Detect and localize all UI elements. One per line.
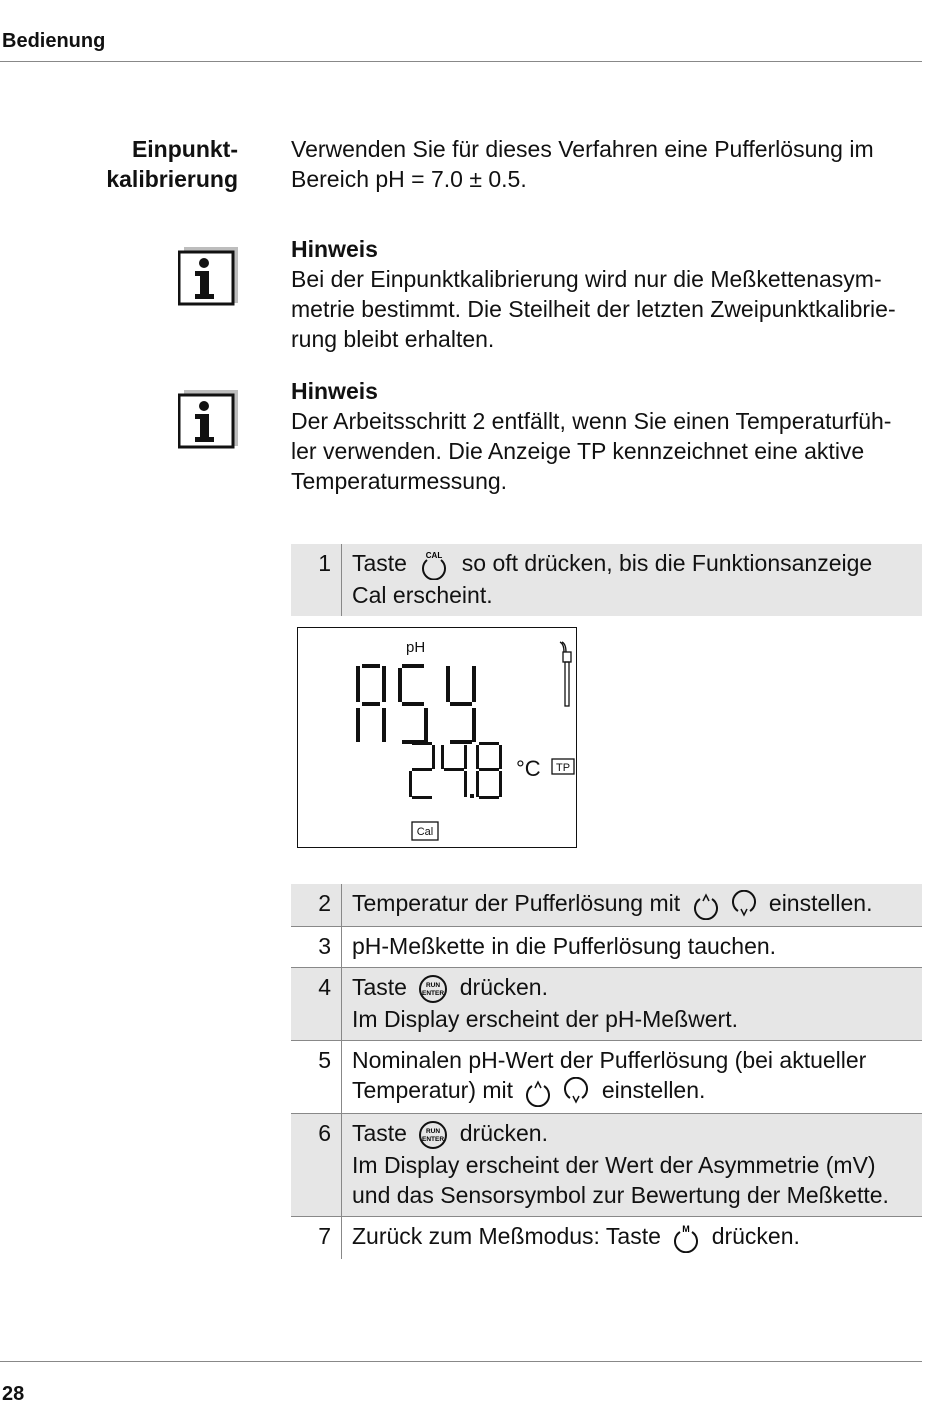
step-text-line2: Cal erscheint. bbox=[352, 581, 493, 608]
step-text-line2: Im Display erscheint der Wert der Asymmetrie (mV) bbox=[352, 1151, 876, 1178]
note-line: metrie bestimmt. Die Steilheit der letzten Zweipunktkalibrie- bbox=[291, 296, 896, 322]
step-text bbox=[342, 884, 923, 926]
step-number: 6 bbox=[291, 1113, 342, 1216]
step-number: 1 bbox=[291, 544, 342, 616]
key-label-bottom: ENTER bbox=[422, 989, 445, 997]
step-text-line2: Im Display erscheint der pH-Meßwert. bbox=[352, 1005, 738, 1032]
step-text-line1: Nominalen pH-Wert der Pufferlösung (bei aktueller bbox=[352, 1046, 867, 1073]
header-rule bbox=[0, 61, 922, 62]
lcd-main-readout bbox=[356, 664, 476, 744]
step-row bbox=[291, 967, 922, 1040]
note-line: rung bleibt erhalten. bbox=[291, 326, 495, 352]
step-text-post: einstellen. bbox=[601, 1076, 706, 1103]
lcd-temp-readout bbox=[409, 742, 502, 799]
note-line: Temperaturmessung. bbox=[291, 468, 508, 494]
m-key-label: M bbox=[682, 1223, 691, 1234]
page-number: 28 bbox=[2, 1383, 25, 1405]
up-key-icon bbox=[691, 890, 721, 920]
step-table-1 bbox=[291, 544, 922, 616]
intro-text: Verwenden Sie für dieses Verfahren eine Pufferlösung im Bereich pH = 7.0 ± 0.5. bbox=[291, 136, 874, 192]
up-key-icon bbox=[523, 1077, 553, 1107]
run-enter-key-icon bbox=[417, 974, 449, 1004]
down-key-icon bbox=[561, 1077, 591, 1107]
step-number: 2 bbox=[291, 884, 342, 926]
step-text-pre: Taste bbox=[352, 1119, 407, 1146]
step-text-post: einstellen. bbox=[768, 890, 873, 916]
step-text-post: drücken. bbox=[711, 1222, 800, 1249]
cal-key-label: CAL bbox=[426, 550, 443, 560]
section-title-line1: Einpunkt- bbox=[131, 136, 238, 162]
step-text-post: drücken. bbox=[459, 973, 548, 1000]
lcd-temp-unit: °C bbox=[516, 756, 541, 781]
step-text bbox=[342, 1040, 923, 1113]
step-number: 4 bbox=[291, 967, 342, 1040]
m-key-icon bbox=[671, 1223, 701, 1253]
info-icon bbox=[178, 244, 240, 306]
step-number: 7 bbox=[291, 1216, 342, 1258]
step-text-line3: und das Sensorsymbol zur Bewertung der Meßkette. bbox=[352, 1181, 889, 1208]
section-title bbox=[106, 134, 238, 194]
step-text-post: so oft drücken, bis die Funktionsanzeige bbox=[461, 550, 873, 576]
running-header: Bedienung bbox=[2, 30, 106, 52]
step-text: pH-Meßkette in die Pufferlösung tauchen. bbox=[342, 926, 923, 967]
lcd-display bbox=[297, 627, 577, 848]
step-text-pre: Taste bbox=[352, 973, 407, 1000]
sensor-icon bbox=[560, 642, 571, 706]
step-text-pre: Taste bbox=[352, 550, 407, 576]
note-2 bbox=[291, 376, 926, 496]
cal-indicator-label: Cal bbox=[416, 826, 434, 838]
note-heading: Hinweis bbox=[291, 236, 378, 262]
step-text-pre: Temperatur) mit bbox=[352, 1076, 514, 1103]
step-text bbox=[342, 1216, 923, 1258]
tp-indicator-label: TP bbox=[555, 762, 571, 774]
key-label-top: RUN bbox=[426, 981, 441, 989]
key-label-bottom: ENTER bbox=[422, 1135, 445, 1143]
step-number: 5 bbox=[291, 1040, 342, 1113]
cal-key-icon bbox=[417, 550, 451, 580]
lcd-unit-ph: pH bbox=[406, 639, 426, 656]
step-row bbox=[291, 884, 922, 926]
step-row bbox=[291, 544, 922, 616]
note-heading: Hinweis bbox=[291, 378, 378, 404]
key-label-top: RUN bbox=[426, 1127, 441, 1135]
step-text-pre: Zurück zum Meßmodus: Taste bbox=[352, 1222, 661, 1249]
note-1 bbox=[291, 234, 926, 354]
note-line: Der Arbeitsschritt 2 entfällt, wenn Sie einen Temperaturfüh- bbox=[291, 408, 892, 434]
step-row bbox=[291, 926, 922, 967]
step-text bbox=[342, 967, 923, 1040]
step-text-pre: Temperatur der Pufferlösung mit bbox=[352, 890, 681, 916]
section-title-line2: kalibrierung bbox=[106, 166, 238, 192]
step-row bbox=[291, 1216, 922, 1258]
down-key-icon bbox=[729, 890, 759, 920]
step-text-post: drücken. bbox=[459, 1119, 548, 1146]
info-icon bbox=[178, 387, 240, 449]
footer-rule bbox=[0, 1361, 922, 1362]
step-row bbox=[291, 1113, 922, 1216]
step-text bbox=[342, 544, 923, 616]
step-text bbox=[342, 1113, 923, 1216]
note-line: Bei der Einpunktkalibrierung wird nur die Meßkettenasym- bbox=[291, 266, 882, 292]
note-line: ler verwenden. Die Anzeige TP kennzeichnet eine aktive bbox=[291, 438, 865, 464]
step-table-2 bbox=[291, 884, 922, 1259]
run-enter-key-icon bbox=[417, 1120, 449, 1150]
step-row bbox=[291, 1040, 922, 1113]
step-number: 3 bbox=[291, 926, 342, 967]
